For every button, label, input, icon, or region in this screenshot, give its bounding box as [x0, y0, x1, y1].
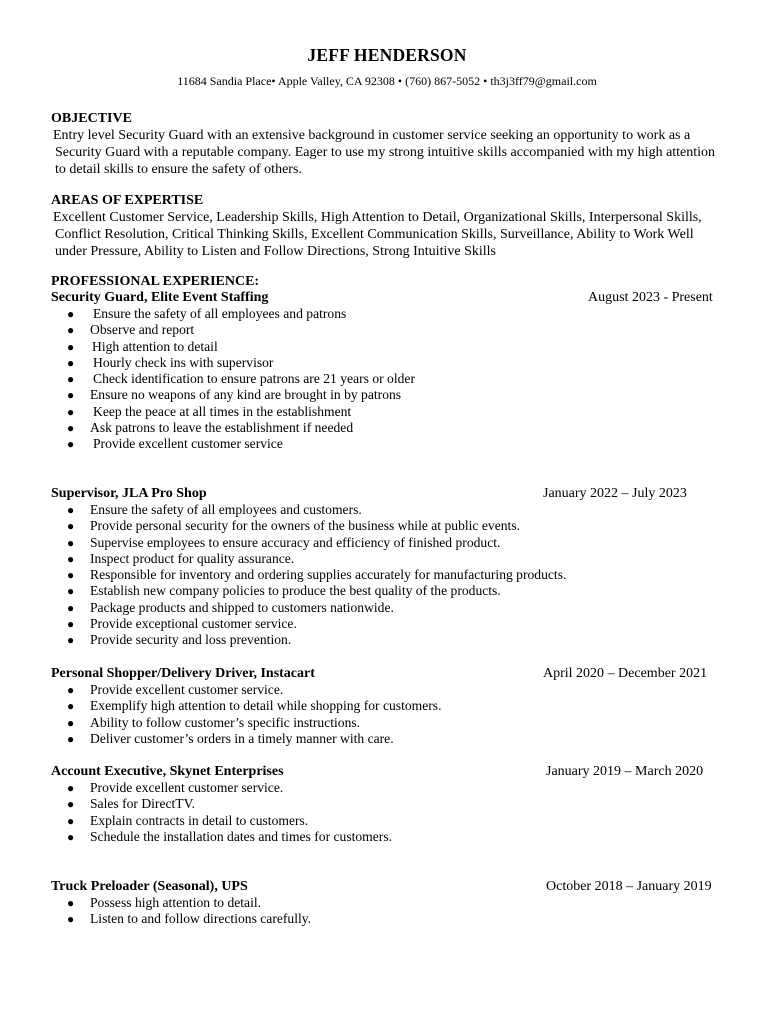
job-title: Truck Preloader (Seasonal), UPS	[51, 879, 248, 894]
duty-text: Supervise employees to ensure accuracy and efficiency of finished product.	[90, 534, 501, 550]
job-title: Account Executive, Skynet Enterprises	[51, 764, 284, 779]
job-title: Security Guard, Elite Event Staffing	[51, 290, 269, 305]
duty-text: Provide personal security for the owners of the business while at public events.	[90, 518, 520, 534]
duty-text: High attention to detail	[92, 338, 218, 354]
bullet-icon: ●	[67, 699, 75, 714]
objective-heading: OBJECTIVE	[51, 111, 132, 126]
candidate-name: JEFF HENDERSON	[307, 45, 467, 65]
bullet-icon: ●	[67, 813, 75, 828]
objective-line: to detail skills to ensure the safety of others.	[55, 162, 302, 177]
duty-text: Ensure the safety of all employees and customers.	[90, 502, 362, 517]
bullet-icon: ●	[67, 568, 75, 583]
experience-heading: PROFESSIONAL EXPERIENCE:	[51, 274, 260, 289]
bullet-icon: ●	[67, 731, 75, 746]
bullet-icon: ●	[67, 372, 75, 387]
job-dates: August 2023 - Present	[588, 290, 713, 305]
duty-text: Provide excellent customer service	[93, 436, 283, 452]
objective-text	[53, 127, 723, 178]
bullet-icon: ●	[67, 535, 75, 550]
duty-text: Ask patrons to leave the establishment if needed	[90, 420, 354, 436]
duty-text: Ability to follow customer’s specific instructions.	[90, 714, 361, 730]
bullet-icon: ●	[67, 781, 75, 795]
bullet-icon: ●	[67, 404, 75, 419]
job-dates: January 2019 – March 2020	[546, 764, 704, 779]
duty-text: Provide security and loss prevention.	[90, 632, 292, 648]
job-dates: January 2022 – July 2023	[543, 486, 687, 501]
job-dates: October 2018 – January 2019	[546, 879, 712, 894]
duty-text: Provide excellent customer service.	[90, 780, 284, 795]
duty-text: Deliver customer’s orders in a timely manner with care.	[90, 730, 394, 746]
bullet-icon: ●	[67, 584, 75, 599]
duty-text: Schedule the installation dates and times for customers.	[90, 828, 393, 844]
job-title: Personal Shopper/Delivery Driver, Instacart	[51, 666, 315, 681]
job-dates: April 2020 – December 2021	[543, 666, 708, 681]
objective-line: Security Guard with a reputable company. Eager to use my strong intuitive skills accompanied with my high attention	[55, 145, 716, 160]
expertise-line: under Pressure, Ability to Listen and Follow Directions, Strong Intuitive Skills	[55, 244, 496, 259]
bullet-icon: ●	[67, 355, 75, 370]
expertise-text	[53, 209, 723, 260]
duty-text: Ensure the safety of all employees and patrons	[93, 306, 347, 321]
duty-text: Establish new company policies to produce the best quality of the products.	[90, 583, 501, 599]
bullet-icon: ●	[67, 503, 75, 517]
duty-text: Hourly check ins with supervisor	[93, 354, 274, 370]
bullet-icon: ●	[67, 797, 75, 812]
bullet-icon: ●	[67, 323, 75, 338]
duty-text: Observe and report	[90, 322, 195, 338]
duty-text: Ensure no weapons of any kind are brought in by patrons	[90, 387, 402, 403]
expertise-line: Excellent Customer Service, Leadership Skills, High Attention to Detail, Organizational Skills, Interpersonal Skills,	[53, 210, 702, 225]
bullet-icon: ●	[67, 519, 75, 534]
bullet-icon: ●	[67, 617, 75, 632]
bullet-icon: ●	[67, 683, 75, 697]
duty-text: Responsible for inventory and ordering supplies accurately for manufacturing products.	[90, 567, 567, 583]
duty-text: Inspect product for quality assurance.	[90, 550, 295, 566]
duty-text: Sales for DirectTV.	[90, 796, 196, 812]
duty-text: Exemplify high attention to detail while shopping for customers.	[90, 698, 442, 714]
duty-text: Possess high attention to detail.	[90, 895, 262, 910]
contact-line: 11684 Sandia Place• Apple Valley, CA 92308 • (760) 867-5052 • th3j3ff79@gmail.com	[177, 74, 597, 88]
bullet-icon: ●	[67, 829, 75, 844]
bullet-icon: ●	[67, 388, 75, 403]
bullet-icon: ●	[67, 551, 75, 566]
duty-text: Check identification to ensure patrons are 21 years or older	[93, 371, 415, 387]
expertise-heading: AREAS OF EXPERTISE	[51, 193, 204, 208]
bullet-icon: ●	[67, 437, 75, 452]
bullet-icon: ●	[67, 339, 75, 354]
duty-text: Keep the peace at all times in the establishment	[93, 403, 352, 419]
duty-text: Explain contracts in detail to customers.	[90, 812, 309, 828]
duty-text: Provide excellent customer service.	[90, 682, 284, 697]
bullet-icon: ●	[67, 421, 75, 436]
duty-text: Package products and shipped to customers nationwide.	[90, 599, 394, 615]
expertise-line: Conflict Resolution, Critical Thinking Skills, Excellent Communication Skills, Surveillance, Ability to Work Well	[55, 227, 694, 242]
bullet-icon: ●	[67, 896, 75, 910]
objective-line: Entry level Security Guard with an extensive background in customer service seeking an opportunity to work as a	[53, 128, 691, 143]
job-title: Supervisor, JLA Pro Shop	[51, 486, 207, 501]
bullet-icon: ●	[67, 912, 75, 927]
duty-text: Listen to and follow directions carefully.	[90, 911, 312, 927]
duty-text: Provide exceptional customer service.	[90, 616, 297, 632]
bullet-icon: ●	[67, 600, 75, 615]
bullet-icon: ●	[67, 633, 75, 648]
bullet-icon: ●	[67, 307, 75, 321]
bullet-icon: ●	[67, 715, 75, 730]
